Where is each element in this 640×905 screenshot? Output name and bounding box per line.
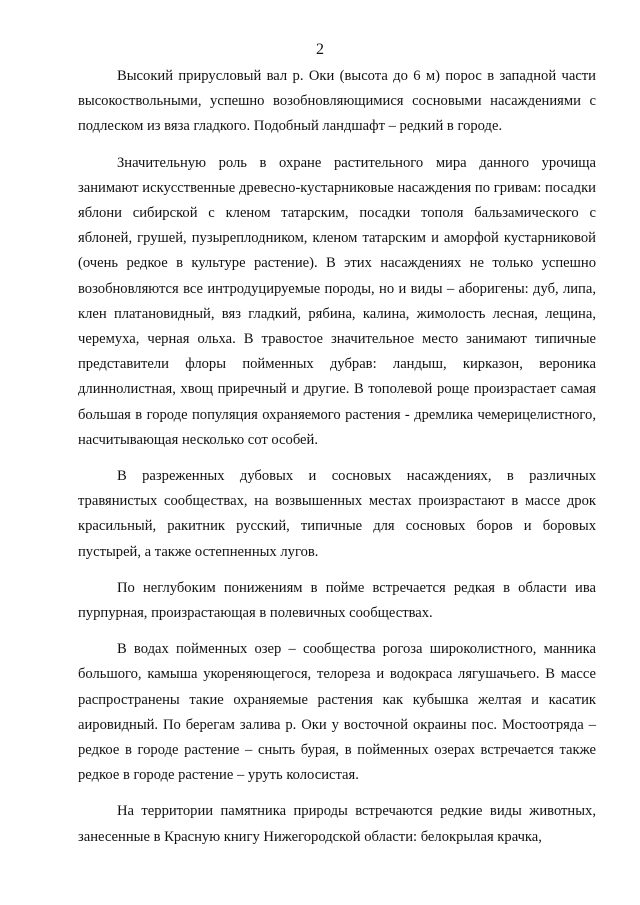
- paragraph-1: Высокий прирусловый вал р. Оки (высота до 6 м) порос в западной части высокоствольными, успешно возобновляющимися сосновыми насаждениями с подлеском из вяза гладкого. Подобный ландшафт – редкий в городе.: [78, 68, 596, 135]
- document-body: [78, 64, 596, 861]
- paragraph-4: По неглубоким понижениям в пойме встречается редкая в области ива пурпурная, произрастающая в полевичных сообществах.: [78, 579, 596, 622]
- paragraph-3: В разреженных дубовых и сосновых насаждениях, в различных травянистых сообществах, на возвышенных местах произрастают в массе дрок красильный, ракитник русский, типичные для сосновых боров и боровых пустырей, а также остепненных лугов.: [78, 468, 596, 560]
- paragraph-6: На территории памятника природы встречаются редкие виды животных, занесенные в Красную книгу Нижегородской области: белокрылая крачка,: [78, 803, 596, 845]
- paragraph-2: Значительную роль в охране растительного мира данного урочища занимают искусственные древесно-кустарниковые насаждения по гривам: посадки яблони сибирской с кленом татарским, посадки тополя бальзамического с яблоней, грушей, пузыреплодником, кленом татарским и аморфой кустарниковой (очень редкое в культуре растение). В этих насаждениях не только успешно возобновляются все интродуцируемые породы, но и виды – аборигены: дуб, липа, клен платановидный, вяз гладкий, рябина, калина, жимолость лесная, лещина, черемуха, черная ольха. В травостое значительное место занимают типичные представители флоры пойменных дубрав: ландыш, кирказон, вероника длиннолистная, хвощ приречный и другие. В тополевой роще произрастает самая большая в городе популяция охраняемого растения - дремлика чемерицелистного, насчитывающая несколько сот особей.: [78, 154, 596, 448]
- page-number: 2: [316, 41, 324, 58]
- paragraph-5: В водах пойменных озер – сообщества рогоза широколистного, манника большого, камыша укореняющегося, телореза и водокраса лягушачьего. В массе распространены такие охраняемые растения как кубышка желтая и касатик аировидный. По берегам залива р. Оки у восточной окраины пос. Мостоотряда – редкое в городе растение – сныть бурая, в пойменных озерах встречается также редкое в городе растение – уруть колосистая.: [78, 641, 596, 784]
